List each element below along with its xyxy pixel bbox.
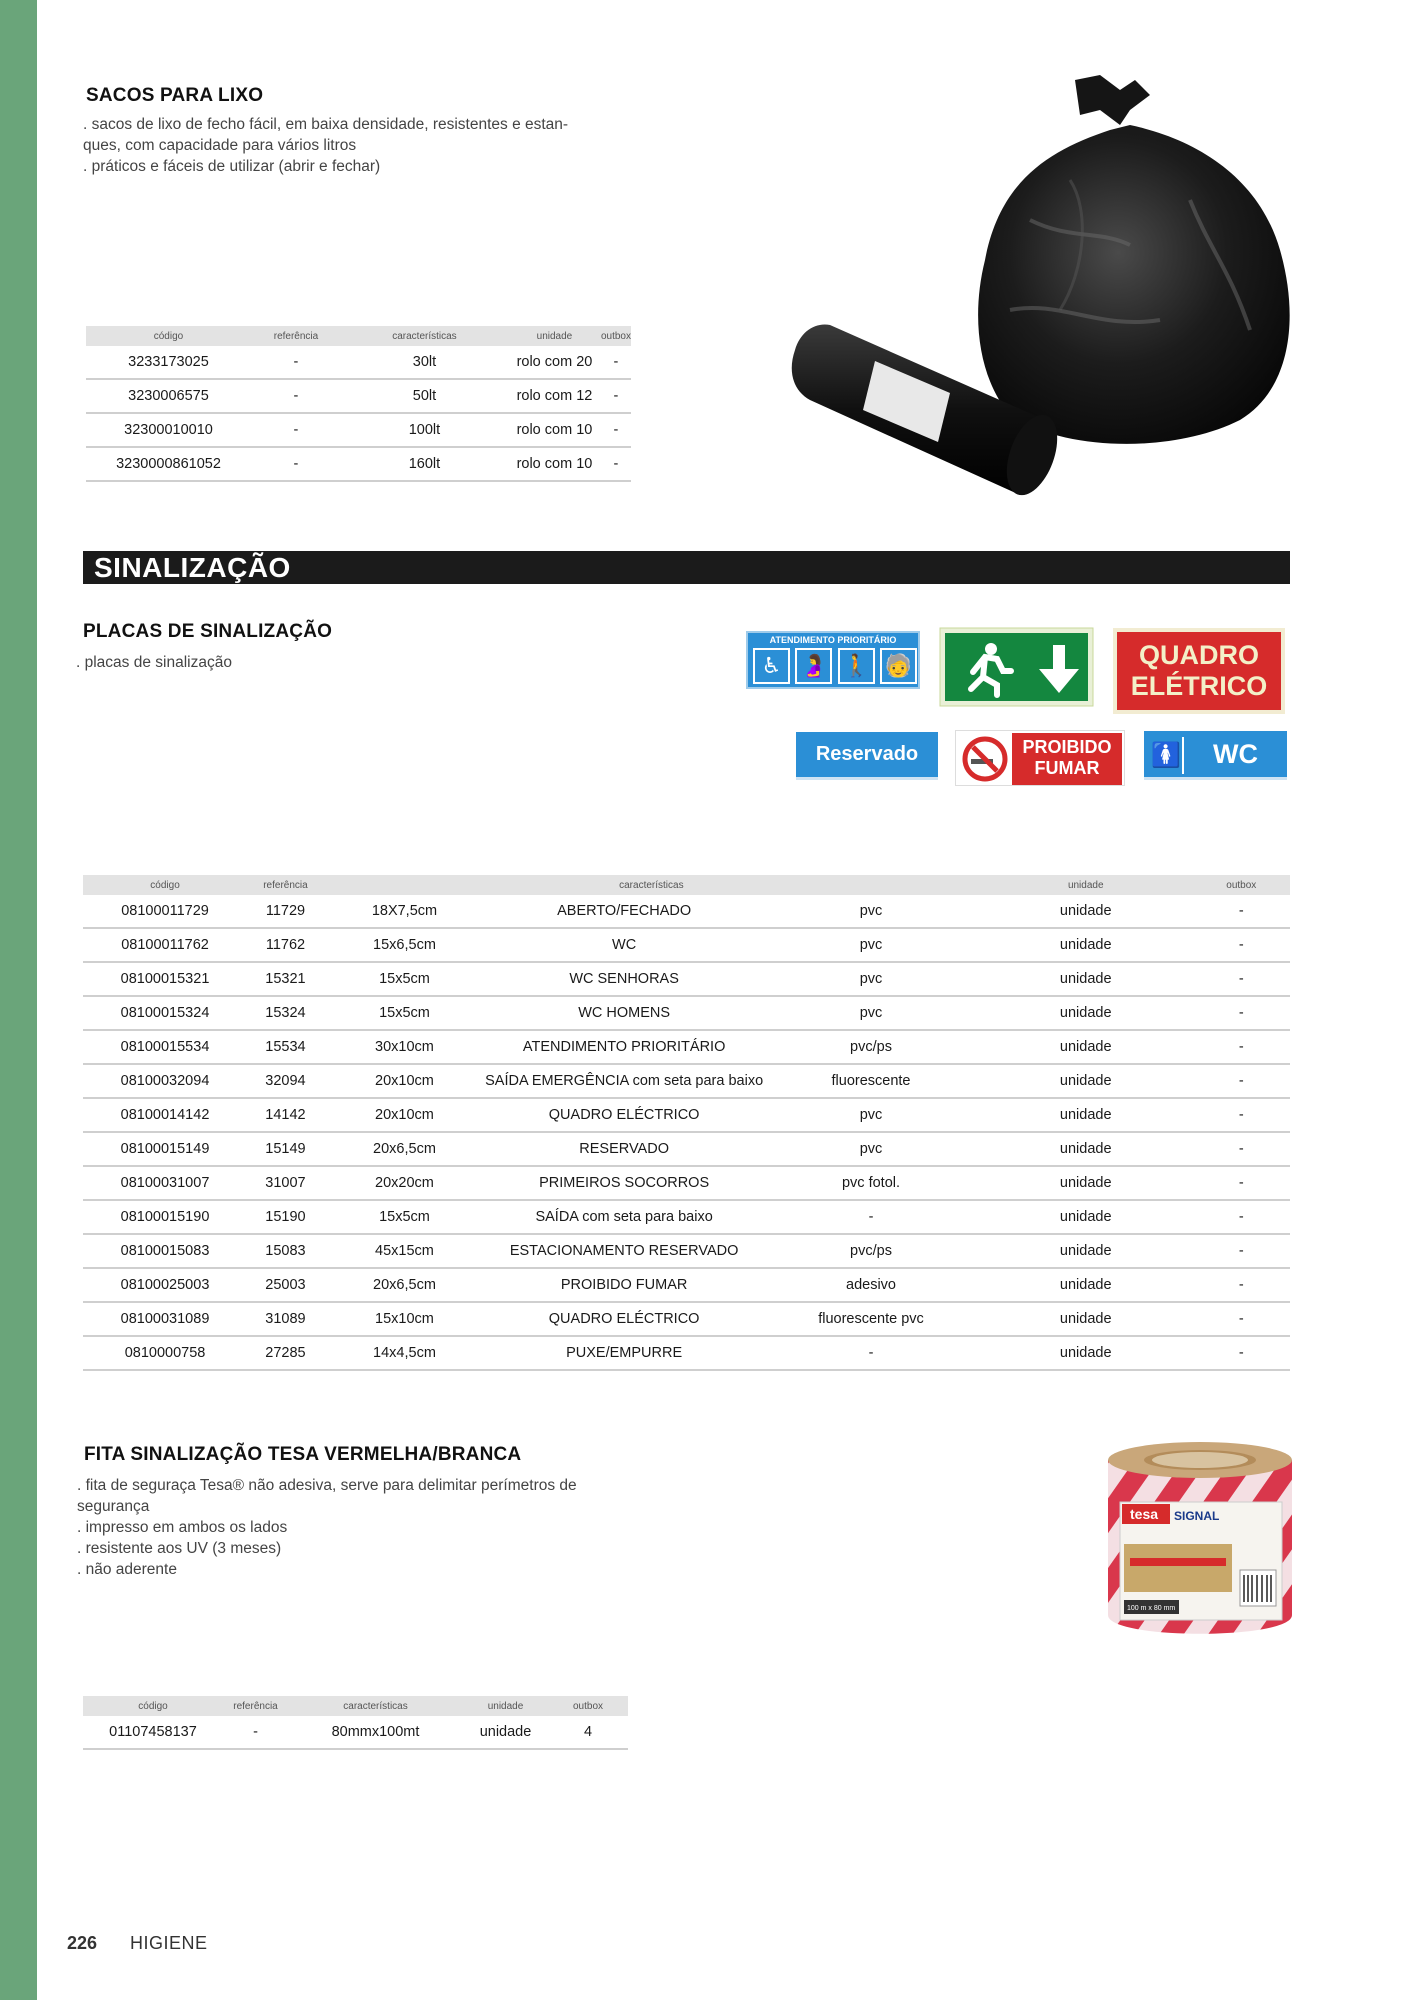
col-header: outbox: [1193, 875, 1290, 895]
elderly-icon: 🧓: [880, 648, 917, 684]
cell: 20x6,5cm: [324, 1268, 485, 1302]
cell: 15x5cm: [324, 962, 485, 996]
banner-title: SINALIZAÇÃO: [94, 552, 291, 583]
electric-panel-sign: [1113, 628, 1285, 714]
cell: pvc/ps: [763, 1234, 979, 1268]
cell: QUADRO ELÉCTRICO: [485, 1302, 763, 1336]
cell: unidade: [979, 1132, 1193, 1166]
no-smoking-line1: PROIBIDO: [1022, 737, 1112, 757]
no-smoking-line2: FUMAR: [1034, 758, 1100, 778]
cell: RESERVADO: [485, 1132, 763, 1166]
cell: 27285: [247, 1336, 324, 1370]
cell: 15321: [247, 962, 324, 996]
cell: 08100015321: [83, 962, 247, 996]
cell: pvc: [763, 1098, 979, 1132]
electric-sign-line2: ELÉTRICO: [1130, 671, 1268, 701]
cell: 3230006575: [86, 379, 251, 413]
col-header: características: [341, 326, 508, 346]
cell: PRIMEIROS SOCORROS: [485, 1166, 763, 1200]
table-row: [83, 895, 1290, 928]
table-row: [86, 413, 631, 447]
cell: -: [601, 346, 631, 379]
cell: ESTACIONAMENTO RESERVADO: [485, 1234, 763, 1268]
desc-line: . impresso em ambos os lados: [77, 1519, 288, 1536]
cell: pvc/ps: [763, 1030, 979, 1064]
no-smoking-panel: [1012, 733, 1122, 785]
table-row: [83, 1098, 1290, 1132]
table-row: [83, 1234, 1290, 1268]
col-header: unidade: [508, 326, 601, 346]
side-accent-bar: [0, 0, 37, 2000]
cell: 14142: [247, 1098, 324, 1132]
cell: 0810000758: [83, 1336, 247, 1370]
cell: -: [763, 1336, 979, 1370]
emergency-exit-sign: [939, 627, 1094, 707]
trash-bags-description: [83, 114, 568, 177]
cell: SAÍDA com seta para baixo: [485, 1200, 763, 1234]
no-smoking-sign: [955, 730, 1125, 786]
table-row: [83, 1200, 1290, 1234]
cell: rolo com 12: [508, 379, 601, 413]
cell: 31089: [247, 1302, 324, 1336]
page-number: 226: [67, 1933, 98, 1953]
cell: 20x20cm: [324, 1166, 485, 1200]
cell: -: [601, 447, 631, 481]
running-man-icon: [985, 643, 997, 655]
table-header-row: [86, 326, 631, 346]
cell: 30x10cm: [324, 1030, 485, 1064]
tape-title: FITA SINALIZAÇÃO TESA VERMELHA/BRANCA: [84, 1444, 522, 1465]
table-row: [83, 928, 1290, 962]
cell: -: [251, 413, 341, 447]
cell: 08100011729: [83, 895, 247, 928]
cell: 15x5cm: [324, 996, 485, 1030]
col-header: código: [83, 1696, 223, 1716]
cell: PUXE/EMPURRE: [485, 1336, 763, 1370]
cell: -: [1193, 996, 1290, 1030]
col-header: referência: [251, 326, 341, 346]
cell: 32300010010: [86, 413, 251, 447]
table-row: [83, 1132, 1290, 1166]
cell: 08100015083: [83, 1234, 247, 1268]
cell: 15x10cm: [324, 1302, 485, 1336]
cell: 08100011762: [83, 928, 247, 962]
cell: 31007: [247, 1166, 324, 1200]
cell: pvc: [763, 962, 979, 996]
trash-bag-image: [770, 70, 1300, 510]
cell: 50lt: [341, 379, 508, 413]
cell: unidade: [979, 1200, 1193, 1234]
cell: 08100031007: [83, 1166, 247, 1200]
desc-line: . placas de sinalização: [76, 654, 232, 671]
cell: unidade: [979, 1336, 1193, 1370]
cell: 3230000861052: [86, 447, 251, 481]
cell: PROIBIDO FUMAR: [485, 1268, 763, 1302]
cell: -: [601, 413, 631, 447]
reserved-sign: [796, 732, 938, 780]
reserved-sign-label: Reservado: [815, 743, 919, 765]
woman-icon: 🚺: [1150, 737, 1184, 774]
cell: WC HOMENS: [485, 996, 763, 1030]
cell: pvc: [763, 928, 979, 962]
cell: -: [223, 1716, 288, 1749]
cell: pvc fotol.: [763, 1166, 979, 1200]
priority-sign: [746, 631, 920, 689]
cell: 08100014142: [83, 1098, 247, 1132]
col-header: código: [86, 326, 251, 346]
cell: ATENDIMENTO PRIORITÁRIO: [485, 1030, 763, 1064]
table-row: [86, 379, 631, 413]
cell: -: [1193, 1064, 1290, 1098]
cell: 08100015324: [83, 996, 247, 1030]
cell: 15x5cm: [324, 1200, 485, 1234]
table-row: [83, 996, 1290, 1030]
cell: unidade: [979, 928, 1193, 962]
trash-bags-table: [86, 326, 631, 482]
desc-line: . sacos de lixo de fecho fácil, em baixa densidade, resistentes e estan-: [83, 116, 569, 133]
signal-label: SIGNAL: [1174, 1509, 1220, 1523]
cell: WC: [485, 928, 763, 962]
cell: pvc: [763, 996, 979, 1030]
cell: unidade: [979, 1302, 1193, 1336]
table-row: [83, 1336, 1290, 1370]
cell: QUADRO ELÉCTRICO: [485, 1098, 763, 1132]
col-header: código: [83, 875, 247, 895]
cell: adesivo: [763, 1268, 979, 1302]
cell: -: [251, 379, 341, 413]
cell: 08100015190: [83, 1200, 247, 1234]
cell: -: [1193, 928, 1290, 962]
cell: 15190: [247, 1200, 324, 1234]
cell: unidade: [979, 1268, 1193, 1302]
cell: unidade: [979, 1064, 1193, 1098]
trash-bags-title: SACOS PARA LIXO: [86, 85, 264, 106]
cell: 15x6,5cm: [324, 928, 485, 962]
cell: -: [1193, 1336, 1290, 1370]
child-icon: 🚶: [838, 648, 875, 684]
cell: -: [1193, 1268, 1290, 1302]
col-header: outbox: [548, 1696, 628, 1716]
signs-title: PLACAS DE SINALIZAÇÃO: [83, 621, 333, 642]
cell: 4: [548, 1716, 628, 1749]
tesa-logo: tesa: [1130, 1506, 1159, 1522]
cell: 45x15cm: [324, 1234, 485, 1268]
cell: pvc: [763, 895, 979, 928]
signs-description: [76, 652, 232, 673]
cell: 01107458137: [83, 1716, 223, 1749]
col-header: características: [288, 1696, 463, 1716]
table-row: [83, 1268, 1290, 1302]
cell: rolo com 20: [508, 346, 601, 379]
cell: -: [1193, 1302, 1290, 1336]
col-header: unidade: [463, 1696, 548, 1716]
wc-sign-label: WC: [1213, 739, 1258, 769]
cell: -: [1193, 962, 1290, 996]
cell: 08100031089: [83, 1302, 247, 1336]
desc-line: . práticos e fáceis de utilizar (abrir e fechar): [83, 158, 381, 175]
cell: SAÍDA EMERGÊNCIA com seta para baixo: [485, 1064, 763, 1098]
cell: -: [1193, 895, 1290, 928]
cell: 160lt: [341, 447, 508, 481]
cell: unidade: [979, 1098, 1193, 1132]
cell: -: [1193, 1030, 1290, 1064]
desc-line: segurança: [77, 1498, 150, 1515]
cell: 30lt: [341, 346, 508, 379]
cell: -: [601, 379, 631, 413]
cell: 15083: [247, 1234, 324, 1268]
cell: 08100032094: [83, 1064, 247, 1098]
col-header: referência: [223, 1696, 288, 1716]
table-row: [83, 962, 1290, 996]
wheelchair-icon: ♿: [753, 648, 790, 684]
tape-size-label: 100 m x 80 mm: [1127, 1605, 1176, 1612]
cell: unidade: [979, 1166, 1193, 1200]
table-row: [83, 1064, 1290, 1098]
cell: -: [763, 1200, 979, 1234]
cell: unidade: [979, 996, 1193, 1030]
cell: ABERTO/FECHADO: [485, 895, 763, 928]
cell: 11729: [247, 895, 324, 928]
cell: -: [1193, 1132, 1290, 1166]
section-banner: [83, 551, 1290, 584]
cell: 14x4,5cm: [324, 1336, 485, 1370]
cell: rolo com 10: [508, 447, 601, 481]
table-header-row: [83, 1696, 628, 1716]
cell: 3233173025: [86, 346, 251, 379]
no-smoking-icon: [959, 735, 1011, 783]
cell: 20x10cm: [324, 1098, 485, 1132]
desc-line: ques, com capacidade para vários litros: [83, 137, 357, 154]
cell: WC SENHORAS: [485, 962, 763, 996]
cell: 80mmx100mt: [288, 1716, 463, 1749]
cell: rolo com 10: [508, 413, 601, 447]
table-row: [83, 1166, 1290, 1200]
table-row: [86, 346, 631, 379]
table-header-row: [83, 875, 1290, 895]
cell: unidade: [463, 1716, 548, 1749]
pregnant-woman-icon: 🤰: [795, 648, 832, 684]
cell: 20x6,5cm: [324, 1132, 485, 1166]
cell: 32094: [247, 1064, 324, 1098]
cell: 25003: [247, 1268, 324, 1302]
priority-icons: [753, 648, 917, 684]
desc-line: . não aderente: [77, 1561, 177, 1578]
cell: 08100015534: [83, 1030, 247, 1064]
cell: pvc: [763, 1132, 979, 1166]
cell: 11762: [247, 928, 324, 962]
section-name: HIGIENE: [130, 1933, 208, 1953]
cell: 20x10cm: [324, 1064, 485, 1098]
cell: 15534: [247, 1030, 324, 1064]
tape-roll-image: [1100, 1440, 1300, 1645]
table-row: [86, 447, 631, 481]
cell: -: [251, 447, 341, 481]
cell: -: [1193, 1098, 1290, 1132]
cell: -: [1193, 1234, 1290, 1268]
cell: unidade: [979, 1234, 1193, 1268]
cell: unidade: [979, 1030, 1193, 1064]
col-header: referência: [247, 875, 324, 895]
electric-sign-line1: QUADRO: [1139, 640, 1259, 670]
cell: 15149: [247, 1132, 324, 1166]
col-header: características: [324, 875, 979, 895]
cell: 08100025003: [83, 1268, 247, 1302]
signs-table: [83, 875, 1290, 1371]
cell: 18X7,5cm: [324, 895, 485, 928]
cell: -: [1193, 1166, 1290, 1200]
table-row: [83, 1302, 1290, 1336]
signs-table-body: [83, 895, 1290, 1370]
cell: -: [251, 346, 341, 379]
cell: fluorescente: [763, 1064, 979, 1098]
cell: 100lt: [341, 413, 508, 447]
cell: 08100015149: [83, 1132, 247, 1166]
col-header: outbox: [601, 326, 631, 346]
tape-table: [83, 1696, 628, 1750]
col-header: unidade: [979, 875, 1193, 895]
desc-line: . fita de seguraça Tesa® não adesiva, serve para delimitar perímetros de: [77, 1477, 577, 1494]
cell: 15324: [247, 996, 324, 1030]
cell: unidade: [979, 962, 1193, 996]
tape-description: [77, 1475, 577, 1580]
table-row: [83, 1030, 1290, 1064]
table-row: [83, 1716, 628, 1749]
cell: unidade: [979, 895, 1193, 928]
cell: fluorescente pvc: [763, 1302, 979, 1336]
wc-sign: [1144, 731, 1287, 780]
desc-line: . resistente aos UV (3 meses): [77, 1540, 282, 1557]
priority-sign-label: ATENDIMENTO PRIORITÁRIO: [769, 635, 897, 645]
cell: -: [1193, 1200, 1290, 1234]
